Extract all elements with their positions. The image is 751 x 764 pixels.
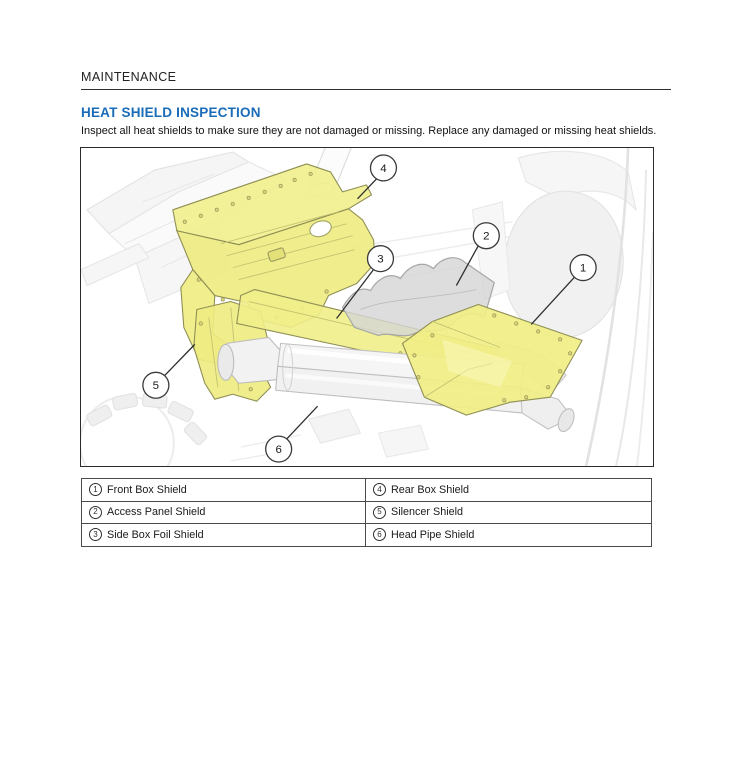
cell-label: Silencer Shield [391, 506, 464, 519]
callout-4-number: 4 [380, 162, 387, 175]
table-cell-rear-box-shield [365, 479, 651, 501]
circled-number-marker: 5 [373, 506, 386, 519]
cell-label: Side Box Foil Shield [107, 528, 204, 541]
circled-number-marker: 4 [373, 483, 386, 496]
cell-label: Head Pipe Shield [391, 528, 475, 541]
cell-label: Access Panel Shield [107, 506, 206, 519]
circled-number-marker: 3 [89, 528, 102, 541]
callout-3-number: 3 [377, 253, 384, 266]
callout-2-number: 2 [483, 230, 490, 243]
circled-number-marker: 1 [89, 483, 102, 496]
table-cell-silencer-shield [365, 502, 651, 524]
legend-table [81, 478, 652, 547]
cell-label: Rear Box Shield [391, 483, 470, 496]
table-cell-head-pipe-shield [365, 524, 651, 546]
table-row [82, 501, 651, 524]
table-cell-side-box-foil-shield [82, 524, 365, 546]
cell-label: Front Box Shield [107, 483, 187, 496]
table-cell-front-box-shield [82, 479, 365, 501]
intro-paragraph: Inspect all heat shields to make sure they are not damaged or missing. Replace any damaged or missing heat shields. [81, 125, 657, 137]
page-header: MAINTENANCE [81, 70, 177, 84]
heat-shield-diagram [80, 147, 654, 467]
callout-4 [358, 155, 397, 199]
circled-number-marker: 6 [373, 528, 386, 541]
table-row [82, 523, 651, 546]
callout-1-number: 1 [579, 262, 587, 275]
circled-number-marker: 2 [89, 506, 102, 519]
callout-6 [266, 406, 318, 462]
callout-5 [143, 344, 195, 398]
table-row [82, 479, 651, 501]
callout-5-number: 5 [152, 380, 160, 393]
diagram-svg [81, 148, 653, 466]
table-cell-access-panel-shield [82, 502, 365, 524]
callout-6-number: 6 [275, 444, 282, 457]
header-divider [81, 89, 671, 90]
section-title: HEAT SHIELD INSPECTION [81, 105, 261, 120]
